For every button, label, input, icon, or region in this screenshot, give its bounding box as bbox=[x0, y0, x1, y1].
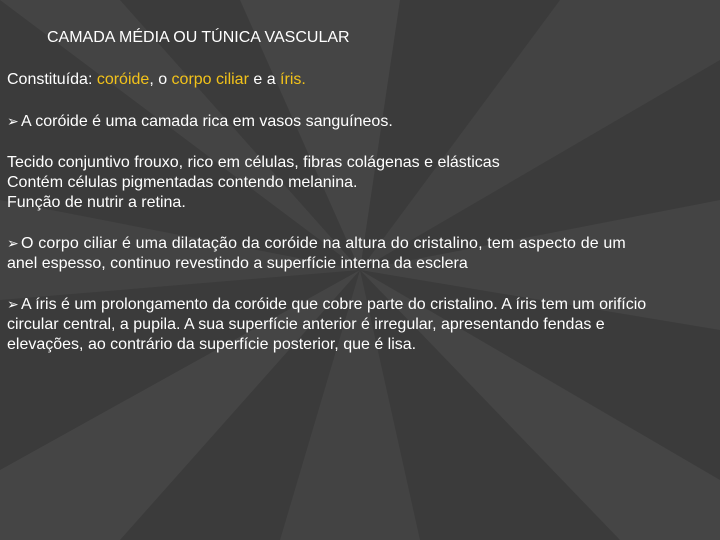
intro-prefix: Constituída: bbox=[7, 71, 97, 88]
bullet-iris-line-3: elevações, ao contrário da superfície posterior, que é lisa. bbox=[7, 336, 417, 353]
bullet-ciliary-line-1 bbox=[7, 234, 720, 254]
arrow-bullet-icon: ➢ bbox=[7, 236, 19, 252]
term-ciliary-body: corpo ciliar bbox=[171, 71, 249, 88]
bullet-ciliary-line-2: anel espesso, continuo revestindo a superfície interna da esclera bbox=[7, 255, 468, 272]
slide-body bbox=[7, 70, 720, 355]
term-iris: íris. bbox=[280, 71, 306, 88]
bullet-choroid bbox=[7, 112, 720, 132]
bullet-iris-line-2: circular central, a pupila. A sua superfície anterior é irregular, apresentando fendas e bbox=[7, 316, 605, 333]
term-choroid: coróide bbox=[96, 71, 150, 88]
paragraph-line-1: Tecido conjuntivo frouxo, rico em células, fibras colágenas e elásticas bbox=[7, 154, 500, 171]
arrow-bullet-icon: ➢ bbox=[7, 114, 19, 130]
bullet-iris-text: A íris é um prolongamento da coróide que cobre parte do cristalino. A íris tem um orifício bbox=[21, 296, 647, 313]
slide-title: CAMADA MÉDIA OU TÚNICA VASCULAR bbox=[47, 29, 350, 46]
intro-sep-1: , o bbox=[149, 71, 172, 88]
paragraph-line-3: Função de nutrir a retina. bbox=[7, 194, 186, 211]
bullet-ciliary-text: O corpo ciliar é uma dilatação da coróide na altura do cristalino, tem aspecto de um bbox=[21, 235, 626, 252]
intro-line bbox=[7, 70, 720, 90]
intro-sep-2: e a bbox=[248, 71, 281, 88]
arrow-bullet-icon: ➢ bbox=[7, 297, 19, 313]
bullet-choroid-text: A coróide é uma camada rica em vasos sanguíneos. bbox=[21, 113, 393, 130]
paragraph-line-2: Contém células pigmentadas contendo melanina. bbox=[7, 174, 358, 191]
bullet-iris-line-1 bbox=[7, 295, 720, 315]
